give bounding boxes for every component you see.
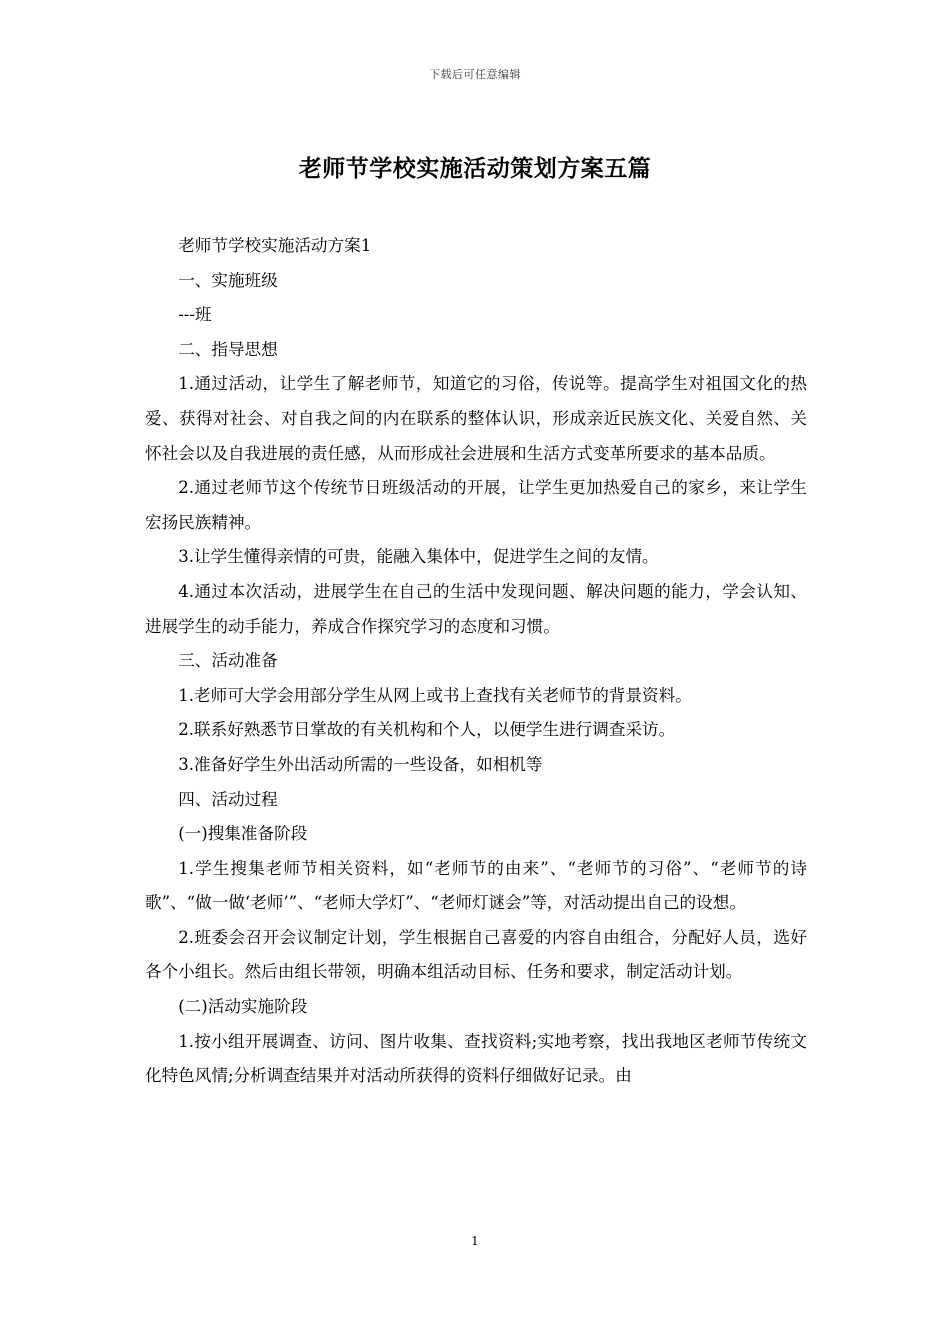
heading-guiding-ideology: 二、指导思想 xyxy=(178,339,278,359)
document-body xyxy=(145,229,807,1094)
paragraph-collection-1: 1.学生搜集老师节相关资料，如“老师节的由来”、“老师节的习俗”、“老师节的诗歌”、“做一做‘老师’”、“老师大学灯”、“老师灯谜会”等，对活动提出自己的设想。 xyxy=(145,858,807,913)
page-number: 1 xyxy=(471,1234,479,1248)
paragraph-preparation-3: 3.准备好学生外出活动所需的一些设备，如相机等 xyxy=(178,754,543,774)
class-placeholder: ---班 xyxy=(178,305,212,325)
document-title: 老师节学校实施活动策划方案五篇 xyxy=(298,155,652,182)
paragraph-guiding-2: 2.通过老师节这个传统节日班级活动的开展，让学生更加热爱自己的家乡，来让学生宏扬民族精神。 xyxy=(145,478,807,532)
page-header-note: 下载后可任意编辑 xyxy=(429,68,521,81)
section-heading-plan-1: 老师节学校实施活动方案1 xyxy=(178,236,372,255)
paragraph-collection-2: 2.班委会召开会议制定计划，学生根据自己喜爱的内容自由组合，分配好人员，选好各个小组长。然后由组长带领，明确本组活动目标、任务和要求，制定活动计划。 xyxy=(145,927,807,982)
paragraph-guiding-3: 3.让学生懂得亲情的可贵，能融入集体中，促进学生之间的友情。 xyxy=(178,547,659,567)
paragraph-guiding-4: 4.通过本次活动，进展学生在自己的生活中发现问题、解决问题的能力，学会认知、进展学生的动手能力，养成合作探究学习的态度和习惯。 xyxy=(145,581,807,636)
heading-implementation-class: 一、实施班级 xyxy=(178,270,278,290)
paragraph-guiding-1: 1.通过活动，让学生了解老师节，知道它的习俗，传说等。提高学生对祖国文化的热爱、获得对社会、对自我之间的内在联系的整体认识，形成亲近民族文化、关爱自然、关怀社会以及自我进展的责任感，从而形成社会进展和生活方式变革所要求的基本品质。 xyxy=(145,374,807,463)
paragraph-preparation-1: 1.老师可大学会用部分学生从网上或书上查找有关老师节的背景资料。 xyxy=(178,685,692,705)
paragraph-implementation-1: 1.按小组开展调查、访问、图片收集、查找资料;实地考察，找出我地区老师节传统文化特色风情;分析调查结果并对活动所获得的资料仔细做好记录。由 xyxy=(145,1031,807,1086)
paragraph-preparation-2: 2.联系好熟悉节日掌故的有关机构和个人，以便学生进行调查采访。 xyxy=(178,720,676,740)
heading-activity-preparation: 三、活动准备 xyxy=(178,651,278,671)
subheading-collection-stage: (一)搜集准备阶段 xyxy=(178,824,308,844)
heading-activity-process: 四、活动过程 xyxy=(178,789,278,809)
subheading-implementation-stage: (二)活动实施阶段 xyxy=(178,997,308,1017)
